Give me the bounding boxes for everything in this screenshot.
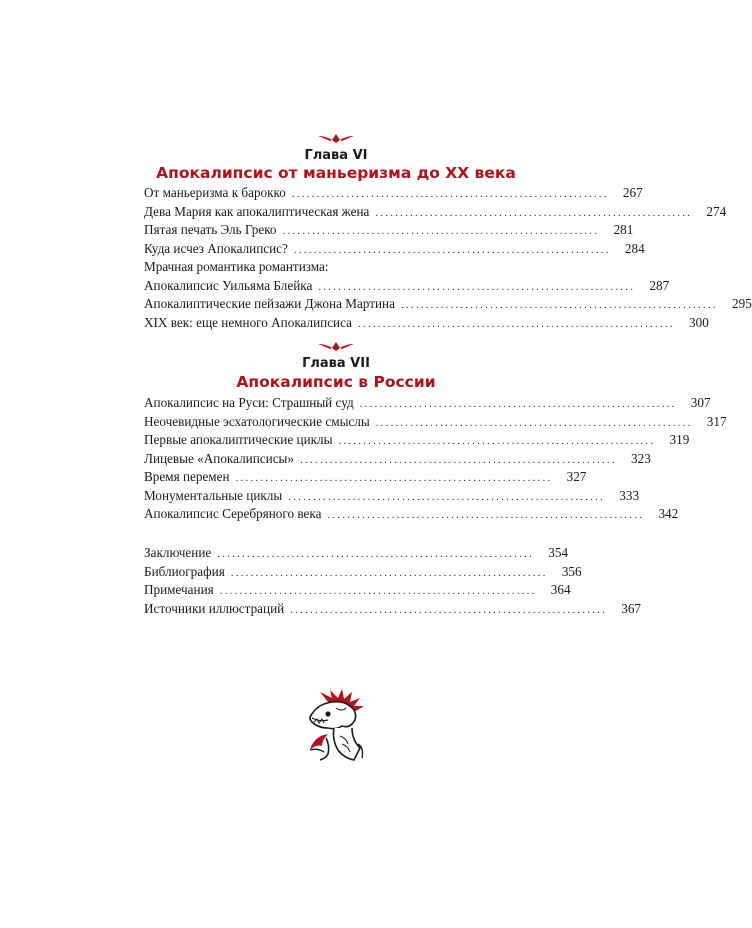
chapter-toc — [144, 394, 727, 524]
toc-entry[interactable]: Первые апокалиптические циклы ................................................................ 319 — [144, 432, 690, 447]
toc-entry[interactable]: От маньеризма к барокко ................................................................ 267 — [144, 185, 643, 200]
chapter-ornament-icon — [316, 132, 356, 144]
toc-entry[interactable]: Время перемен ................................................................ 327 — [144, 469, 587, 484]
beast-emblem-icon — [298, 688, 374, 764]
chapter-label: Глава VI — [304, 148, 368, 163]
toc-entry[interactable]: Пятая печать Эль Греко ................................................................ 281 — [144, 222, 634, 237]
chapter-toc — [144, 184, 752, 332]
toc-entry[interactable]: Апокалипсис Серебряного века ................................................................ 342 — [144, 506, 679, 521]
toc-entry[interactable]: Лицевые «Апокалипсисы» ................................................................ 323 — [144, 450, 651, 466]
toc-entry[interactable]: Апокалипсис на Руси: Страшный суд ................................................................ 307 — [144, 395, 711, 410]
toc-entry[interactable]: Неочевидные эсхатологические смыслы ................................................................ 317 — [144, 413, 727, 429]
toc-entry[interactable]: Апокалипсис Уильяма Блейка ................................................................ 287 — [144, 277, 670, 293]
toc-entry[interactable]: XIX век: еще немного Апокалипсиса ................................................................ 300 — [144, 314, 709, 330]
chapter-ornament-icon — [316, 340, 356, 352]
chapter-title: Апокалипсис в России — [236, 373, 436, 391]
toc-section-heading: Мрачная романтика романтизма: — [144, 259, 329, 274]
toc-entry[interactable]: Куда исчез Апокалипсис? ................................................................ 284 — [144, 240, 645, 256]
toc-entry[interactable]: Примечания ................................................................ 364 — [144, 582, 571, 597]
toc-entry[interactable]: Источники иллюстраций ................................................................ 367 — [144, 600, 642, 616]
chapter-label: Глава VII — [302, 356, 370, 371]
toc-entry[interactable]: Дева Мария как апокалиптическая жена ................................................................ 274 — [144, 203, 727, 219]
toc-entry[interactable]: Библиография ................................................................ 356 — [144, 563, 582, 579]
toc-entry[interactable]: Монументальные циклы ................................................................ 333 — [144, 487, 640, 503]
back-matter-toc — [144, 544, 642, 618]
toc-entry[interactable]: Заключение ................................................................ 354 — [144, 545, 569, 560]
toc-entry[interactable]: Апокалиптические пейзажи Джона Мартина ................................................................ 295 — [144, 296, 752, 311]
chapter-title: Апокалипсис от маньеризма до XX века — [156, 164, 516, 182]
